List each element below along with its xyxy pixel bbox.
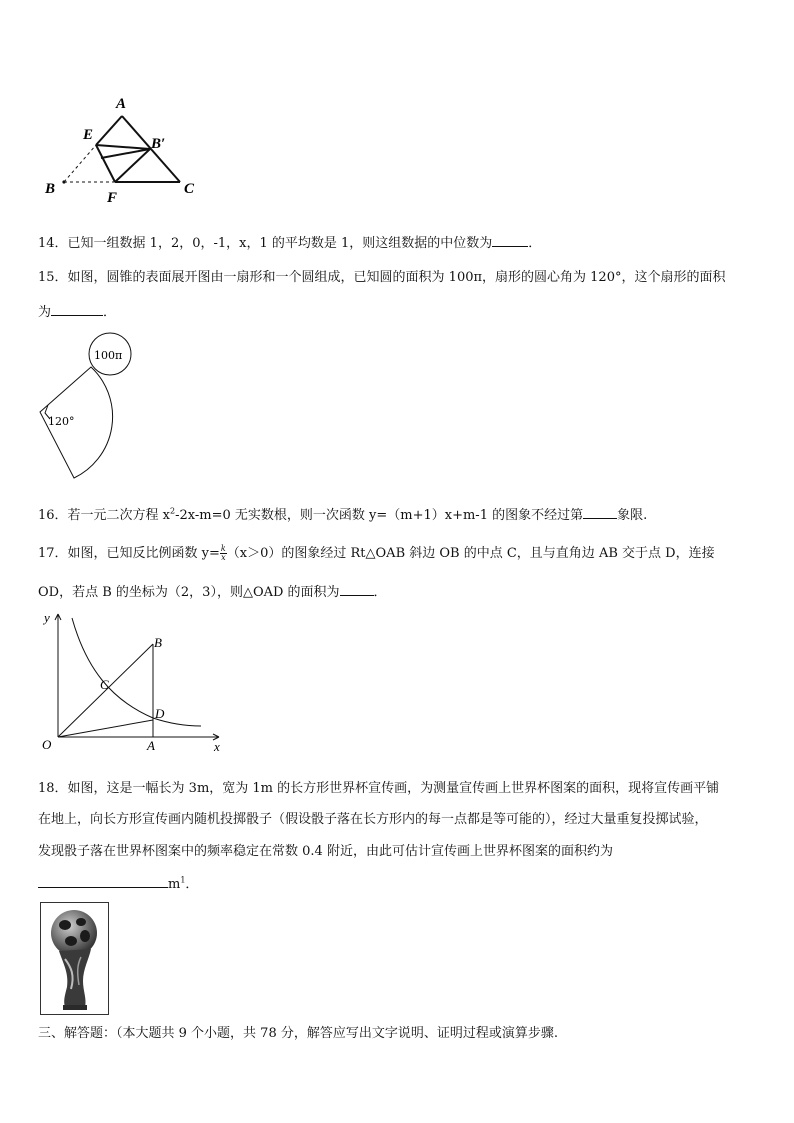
question-15-line2: 为 ．: [38, 301, 116, 323]
question-18: 18．如图，这是一幅长为 3m，宽为 1m 的长方形世界杯宣传画，为测量宣传画上世界杯图案的面积，现将宣传画平铺: [38, 781, 720, 796]
label-B: B: [45, 181, 56, 197]
label-C: C: [100, 677, 109, 692]
axis-y-label: y: [44, 610, 50, 625]
label-E: E: [83, 127, 94, 143]
label-D: D: [155, 706, 165, 721]
q15-line1: 15．如图，圆锥的表面展开图由一扇形和一个圆组成，已知圆的面积为 100π，扇形的圆心角为 120°，这个扇形的面积: [38, 270, 726, 285]
cone-net-figure: [36, 330, 136, 490]
angle-label: 120°: [48, 415, 75, 428]
q18-answer-blank[interactable]: [38, 873, 168, 888]
world-cup-trophy-image: [40, 902, 109, 1015]
question-18-line3: 发现骰子落在世界杯图案中的频率稳定在常数 0.4 附近，由此可估计宣传画上世界杯图案的面积约为: [38, 844, 613, 859]
label-A: A: [116, 96, 127, 112]
circle-area-label: 100π: [94, 349, 123, 362]
section-3-heading: 三、解答题：（本大题共 9 个小题，共 78 分，解答应写出文字说明、证明过程或演算步骤.: [38, 1026, 558, 1041]
q16-answer-blank[interactable]: [583, 504, 617, 519]
question-14: 14．已知一组数据 1，2，0，-1，x，1 的平均数是 1，则这组数据的中位数为 ．: [38, 232, 541, 254]
question-17-line2: OD，若点 B 的坐标为（2，3），则△OAD 的面积为 ．: [38, 581, 387, 603]
label-B-prime: B′: [151, 136, 166, 152]
q15-answer-blank[interactable]: [51, 301, 103, 316]
label-C: C: [184, 181, 195, 197]
axis-x-label: x: [214, 739, 220, 754]
question-17: 17．如图，已知反比例函数 y= $\frac{k}{x}$ （x＞0）的图象经过 Rt△OAB 斜边 OB 的中点 C，且与直角边 AB 交于点 D，连接: [38, 544, 715, 562]
hyperbola-figure: [36, 608, 231, 756]
question-18-line2: 在地上，向长方形宣传画内随机投掷骰子（假设骰子落在长方形内的每一点都是等可能的），经过大量重复投掷试验，: [38, 812, 708, 827]
label-F: F: [107, 190, 118, 206]
question-18-line4: $m^1$．: [38, 873, 198, 895]
triangle-fold-figure: [40, 92, 210, 207]
question-15: [38, 268, 725, 288]
q17-answer-blank[interactable]: [340, 581, 374, 596]
q14-answer-blank[interactable]: [492, 232, 528, 247]
trophy-icon: [41, 903, 108, 1014]
label-A: A: [147, 738, 155, 753]
fraction-k-over-x: $\frac{k}{x}$: [220, 544, 226, 562]
label-O: O: [42, 737, 52, 752]
label-B: B: [154, 635, 162, 650]
question-16: 16．若一元二次方程 $x^2-2x-m=0$ 无实数根，则一次函数 y=（m+1）x+m-1 的图象不经过第 象限.: [38, 504, 647, 526]
q14-text: 14．已知一组数据 1，2，0，-1，x，1 的平均数是 1，则这组数据的中位数为: [38, 236, 493, 251]
